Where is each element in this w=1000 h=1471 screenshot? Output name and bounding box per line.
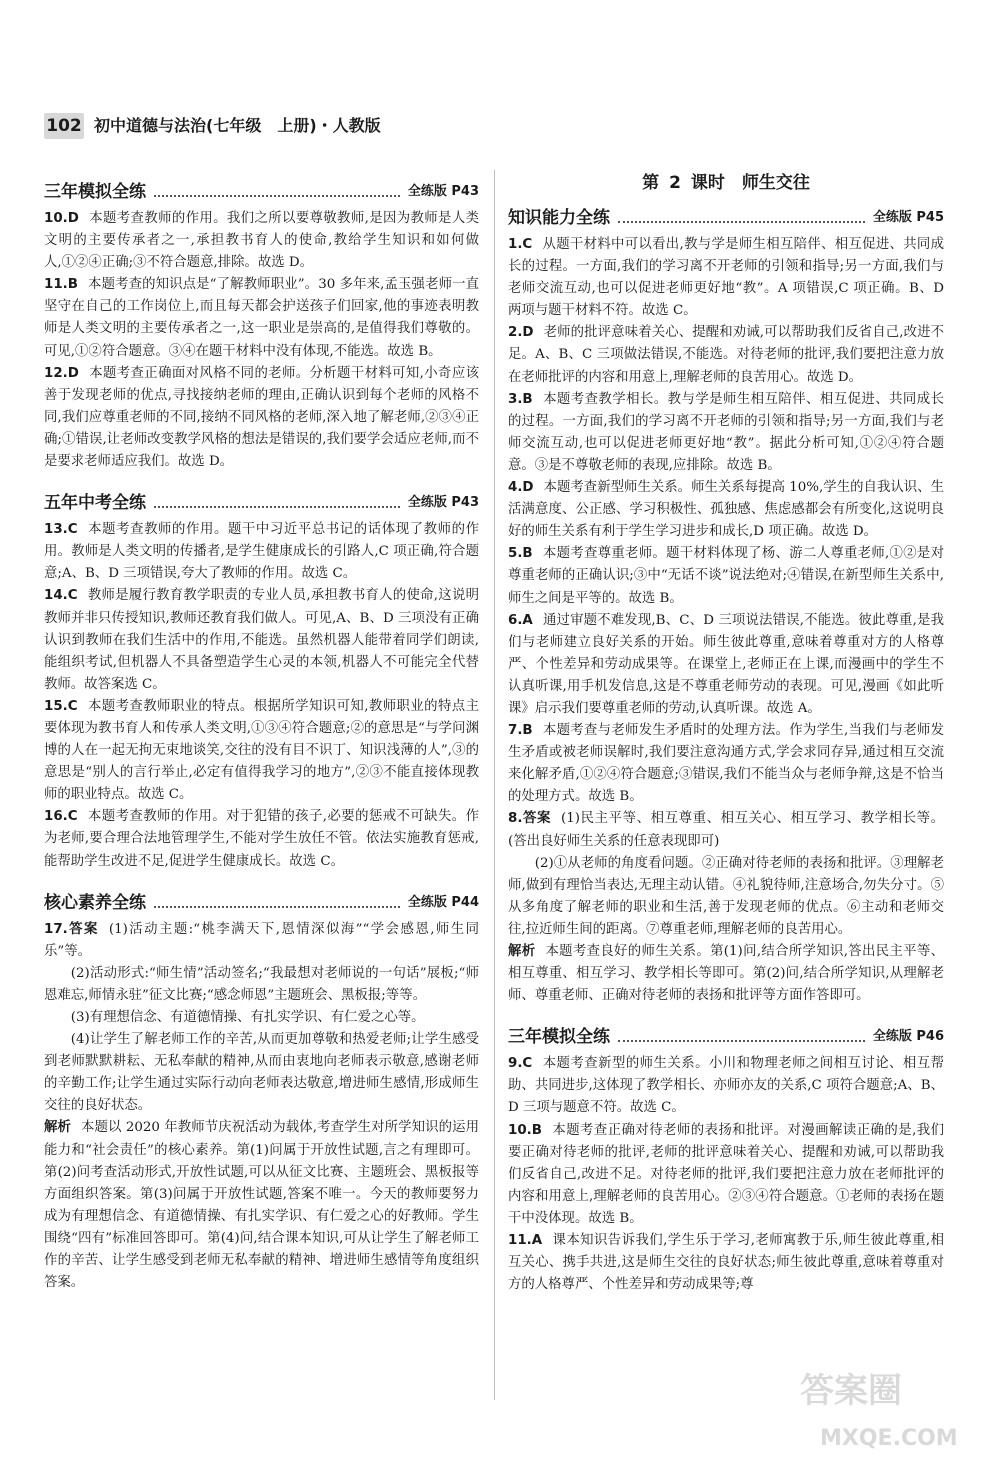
right-column — [508, 170, 944, 1304]
section-leader-dots — [154, 906, 400, 908]
analysis-item — [508, 941, 944, 1007]
section-title: 核心素养全练 — [44, 892, 146, 913]
question-number: 4.D — [508, 480, 534, 496]
section-title: 五年中考全练 — [44, 493, 146, 514]
question-number: 12.D — [44, 365, 79, 381]
question-number: 16.C — [44, 809, 78, 825]
question-item — [508, 610, 944, 720]
question-text: 本题考查正确面对风格不同的老师。分析题干材料可知,小奇应该善于发现老师的优点,寻找接纳老师的理由,正确认识到每个老师的风格不同,我们应尊重老师的不同,接纳不同风格的老师,深入地了解老师,②③④正确;①错误,让老师改变教学风格的想法是错误的,我们要学会适应老师,而不是要求老师适应我们。故选 D。 — [44, 365, 479, 470]
answer-paragraph: (2)①从老师的角度看问题。②正确对待老师的表扬和批评。③理解老师,做到有理恰当表达,无理主动认错。④礼貌待师,注意场合,勿失分寸。⑤从多角度了解老师的职业和生活,善于发现老师的优点。⑥主动和老师交往,拉近师生间的距离。⑦尊重老师,理解老师的良苦用心。 — [508, 855, 944, 937]
question-text: 本题考查尊重老师。题干材料体现了杨、游二人尊重老师,①②是对尊重老师的正确认识;③中“无话不谈”说法绝对;④错误,在新型师生关系中,师生之间是平等的。故选 B。 — [508, 546, 944, 606]
column-divider — [494, 170, 495, 1400]
question-item — [44, 696, 479, 806]
question-text: 本题考查教师的作用。对于犯错的孩子,必要的惩戒不可缺失。作为老师,要合理合法地管理学生,不能对学生放任不管。依法实施教育惩戒,能帮助学生改进不足,促进学生健康成长。故选 C。 — [44, 809, 479, 869]
question-text: 课本知识告诉我们,学生乐于学习,老师寓教于乐,师生彼此尊重,相互关心、携手共进,这是师生交往的良好状态;师生彼此尊重,意味着尊重对方的人格尊严、个性差异和劳动成果等;尊 — [508, 1233, 944, 1293]
analysis-text: 本题考查良好的师生关系。第(1)问,结合所学知识,答出民主平等、相互尊重、相互学习、教学相长等即可。第(2)问,结合所学知识,从理解老师、尊重老师、正确对待老师的表扬和批评等方面作答即可。 — [508, 944, 945, 1004]
question-item — [44, 274, 479, 362]
section-leader-dots — [154, 506, 400, 508]
section-header — [44, 483, 479, 515]
question-item — [508, 808, 944, 852]
section-title: 三年模拟全练 — [508, 1027, 610, 1048]
section-header — [44, 172, 479, 204]
question-number: 2.D — [508, 325, 534, 341]
question-item — [508, 389, 944, 477]
section-header — [508, 1017, 944, 1049]
question-item — [44, 363, 479, 473]
section-spacer — [44, 873, 479, 881]
section-spacer — [44, 1294, 479, 1302]
page-number: 102 — [44, 113, 84, 139]
section-leader-dots — [154, 195, 400, 197]
question-text: 本题考查正确对待老师的表扬和批评。对漫画解读正确的是,我们要正确对待老师的批评,老师的批评意味着关心、提醒和劝诫,可以帮助我们反省自己,改进不足。对待老师的批评,我们要把注意力放在老师批评的内容和用意上,理解老师的良苦用心。②③④符合题意。①老师的表扬在题干中没体现。故选 B。 — [508, 1122, 944, 1226]
watermark-url: MXQE.COM — [820, 1426, 958, 1451]
question-number: 13.C — [44, 522, 78, 538]
question-text: 本题考查的知识点是“了解教师职业”。30 多年来,孟玉强老师一直坚守在自己的工作岗位上,而且每天都会护送孩子们回家,他的事迹表明教师是人类文明的主要传承者之一,这一职业是崇高的,是值得我们尊敬的。可见,①②符合题意。③④在题干材料中没有体现,不能选。故选 B。 — [44, 277, 479, 359]
analysis-label: 解析 — [44, 1120, 71, 1136]
lesson-title: 第 2 课时 师生交往 — [642, 173, 810, 193]
question-item — [508, 720, 944, 808]
question-text: 本题考查与老师发生矛盾时的处理方法。作为学生,当我们与老师发生矛盾或被老师误解时,我们要注意沟通方式,学会求同存异,通过相互交流来化解矛盾,①②④符合题意;③错误,我们不能当众与老师争辩,这是不恰当的处理方式。故选 B。 — [508, 723, 944, 805]
question-text: 通过审题不难发现,B、C、D 三项说法错误,不能选。彼此尊重,是我们与老师建立良好关系的开始。师生彼此尊重,意味着尊重对方的人格尊严、个性差异和劳动成果等。在课堂上,老师正在上课,而漫画中的学生不认真听课,用手机发信息,这是不尊重老师劳动的表现。可见,漫画《如此听课》启示我们要尊重老师的劳动,认真听课。故选 A。 — [508, 612, 944, 716]
section-title: 知识能力全练 — [508, 208, 610, 228]
question-number: 6.A — [508, 612, 533, 628]
question-text: 本题考查教师职业的特点。根据所学知识可知,教师职业的特点主要体现为教书育人和传承人类文明,①③④符合题意;②的意思是“与学问渊博的人在一起无拘无束地谈笑,交往的没有目不识丁、知识浅薄的人”,③的意思是“别人的言行举止,必定有值得我学习的地方”,②③不能直接体现教师的职业特点。故选 C。 — [44, 698, 479, 803]
question-text: (1)活动主题:“桃李满天下,恩情深似海”“学会感恩,师生同乐”等。 — [44, 921, 479, 959]
question-item — [44, 519, 479, 585]
question-number: 17.答案 — [44, 921, 99, 937]
question-text: 老师的批评意味着关心、提醒和劝诫,可以帮助我们反省自己,改进不足。A、B、C 三项做法错误,不能选。对待老师的批评,我们要把注意力放在老师批评的内容和用意上,理解老师的良苦用心。故选 D。 — [508, 325, 944, 385]
section-page-ref: 全练版 P43 — [407, 184, 479, 199]
question-number: 11.A — [508, 1233, 543, 1249]
question-text: 教师是履行教育教学职责的专业人员,承担教书育人的使命,这说明教师并非只传授知识,教师还教育我们做人。可见,A、B、D 三项没有正确认识到教师在我们生活中的作用,不能选。虽然机器人能带着同学们朗读,能组织考试,但机器人不具备塑造学生心灵的本领,机器人不可能完全代替教师。故答案选 C。 — [44, 588, 479, 692]
question-item — [44, 208, 479, 274]
section-header — [44, 883, 479, 915]
question-number: 8.答案 — [508, 811, 552, 827]
section-spacer — [44, 473, 479, 481]
answer-paragraph: (4)让学生了解老师工作的辛苦,从而更加尊敬和热爱老师;让学生感受到老师默默耕耘、无私奉献的精神,从而由衷地向老师表示敬意,感谢老师的辛勤工作;让学生通过实际行动向老师表达敬意,增进师生感情,形成师生交往的良好状态。 — [44, 1032, 479, 1114]
question-item — [508, 234, 944, 322]
section-leader-dots — [618, 1040, 865, 1042]
answer-paragraph: (2)活动形式:“师生情”活动签名;“我最想对老师说的一句话”展板;“师恩难忘,师情永驻”征文比赛;“感念师恩”主题班会、黑板报;等等。 — [44, 965, 479, 1003]
question-item — [44, 919, 479, 963]
question-number: 15.C — [44, 698, 78, 714]
question-text: (1)民主平等、相互尊重、相互关心、相互学习、教学相长等。(答出良好师生关系的任意表现即可) — [508, 811, 944, 849]
question-item — [508, 1120, 944, 1230]
book-title: 初中道德与法治(七年级 上册)・人教版 — [94, 116, 381, 135]
question-text: 从题干材料中可以看出,教与学是师生相互陪伴、相互促进、共同成长的过程。一方面,我们的学习离不开老师的引领和指导;另一方面,我们与老师交流互动,也可以促进老师更好地“教”。A 项错误,C 项正确。B、D 两项与题干材料不符。故选 C。 — [508, 237, 944, 319]
section-page-ref: 全练版 P44 — [407, 894, 479, 910]
question-number: 10.B — [508, 1122, 542, 1138]
section-leader-dots — [618, 221, 865, 223]
question-text: 本题考查新型的师生关系。小川和物理老师之间相互讨论、相互帮助、共同进步,这体现了教学相长、亦师亦友的关系,C 项符合题意;A、B、D 三项与题意不符。故选 C。 — [508, 1056, 944, 1116]
section-spacer — [508, 1296, 944, 1304]
question-text: 本题考查教师的作用。题干中习近平总书记的话体现了教师的作用。教师是人类文明的传播者,是学生健康成长的引路人,C 项正确,符合题意;A、B、D 三项错误,夸大了教师的作用。故选 C。 — [44, 522, 479, 582]
question-number: 1.C — [508, 237, 533, 252]
question-number: 3.B — [508, 391, 533, 407]
question-text: 本题考查教师的作用。我们之所以要尊敬教师,是因为教师是人类文明的主要传承者之一,承担教书育人的使命,教给学生知识和如何做人,①②④正确;③不符合题意,排除。故选 D。 — [44, 211, 479, 271]
question-item — [508, 322, 944, 388]
question-number: 10.D — [44, 211, 79, 226]
question-item — [508, 1230, 944, 1296]
question-text: 本题考查教学相长。教与学是师生相互陪伴、相互促进、共同成长的过程。一方面,我们的学习离不开老师的引领和指导;另一方面,我们与老师交流互动,也可以促进老师更好地“教”。据此分析可知,①②④符合题意。③是不尊敬老师的表现,应排除。故选 B。 — [508, 391, 944, 473]
page-header — [44, 113, 956, 153]
question-number: 5.B — [508, 546, 533, 562]
section-title: 三年模拟全练 — [44, 182, 146, 202]
section-page-ref: 全练版 P43 — [407, 495, 479, 511]
question-number: 9.C — [508, 1056, 533, 1072]
left-column — [44, 170, 479, 1302]
section-page-ref: 全练版 P45 — [872, 210, 944, 225]
question-item — [508, 477, 944, 543]
analysis-label: 解析 — [508, 944, 536, 959]
answer-paragraph: (3)有理想信念、有道德情操、有扎实学识、有仁爱之心等。 — [70, 1010, 425, 1025]
section-spacer — [508, 1007, 944, 1015]
question-item — [508, 1053, 944, 1119]
question-number: 7.B — [508, 723, 533, 739]
question-item — [508, 543, 944, 609]
section-page-ref: 全练版 P46 — [872, 1029, 944, 1045]
question-number: 11.B — [44, 277, 78, 293]
question-item — [44, 806, 479, 872]
analysis-item — [44, 1117, 479, 1294]
section-header — [508, 198, 944, 230]
question-text: 本题考查新型师生关系。师生关系每提高 10%,学生的自我认识、生活满意度、公正感、学习积极性、孤独感、焦虑感都会有所变化,这说明良好的师生关系有利于学生学习进步和成长,D 项正确。故选 D。 — [508, 480, 944, 540]
question-number: 14.C — [44, 588, 78, 604]
question-item — [44, 585, 479, 695]
watermark-logo: 答案圈 — [800, 1371, 902, 1411]
analysis-text: 本题以 2020 年教师节庆祝活动为载体,考查学生对所学知识的运用能力和“社会责任”的核心素养。第(1)问属于开放性试题,言之有理即可。第(2)问考查活动形式,开放性试题,可以从征文比赛、主题班会、黑板报等方面组织答案。第(3)问属于开放性试题,答案不唯一。今天的教师要努力成为有理想信念、有道德情操、有扎实学识、有仁爱之心的好教师。学生围绕“四有”标准回答即可。第(4)问,结合课本知识,可从让学生了解老师工作的辛苦、让学生感受到老师无私奉献的精神、增进师生感情等角度组织答案。 — [44, 1120, 479, 1291]
